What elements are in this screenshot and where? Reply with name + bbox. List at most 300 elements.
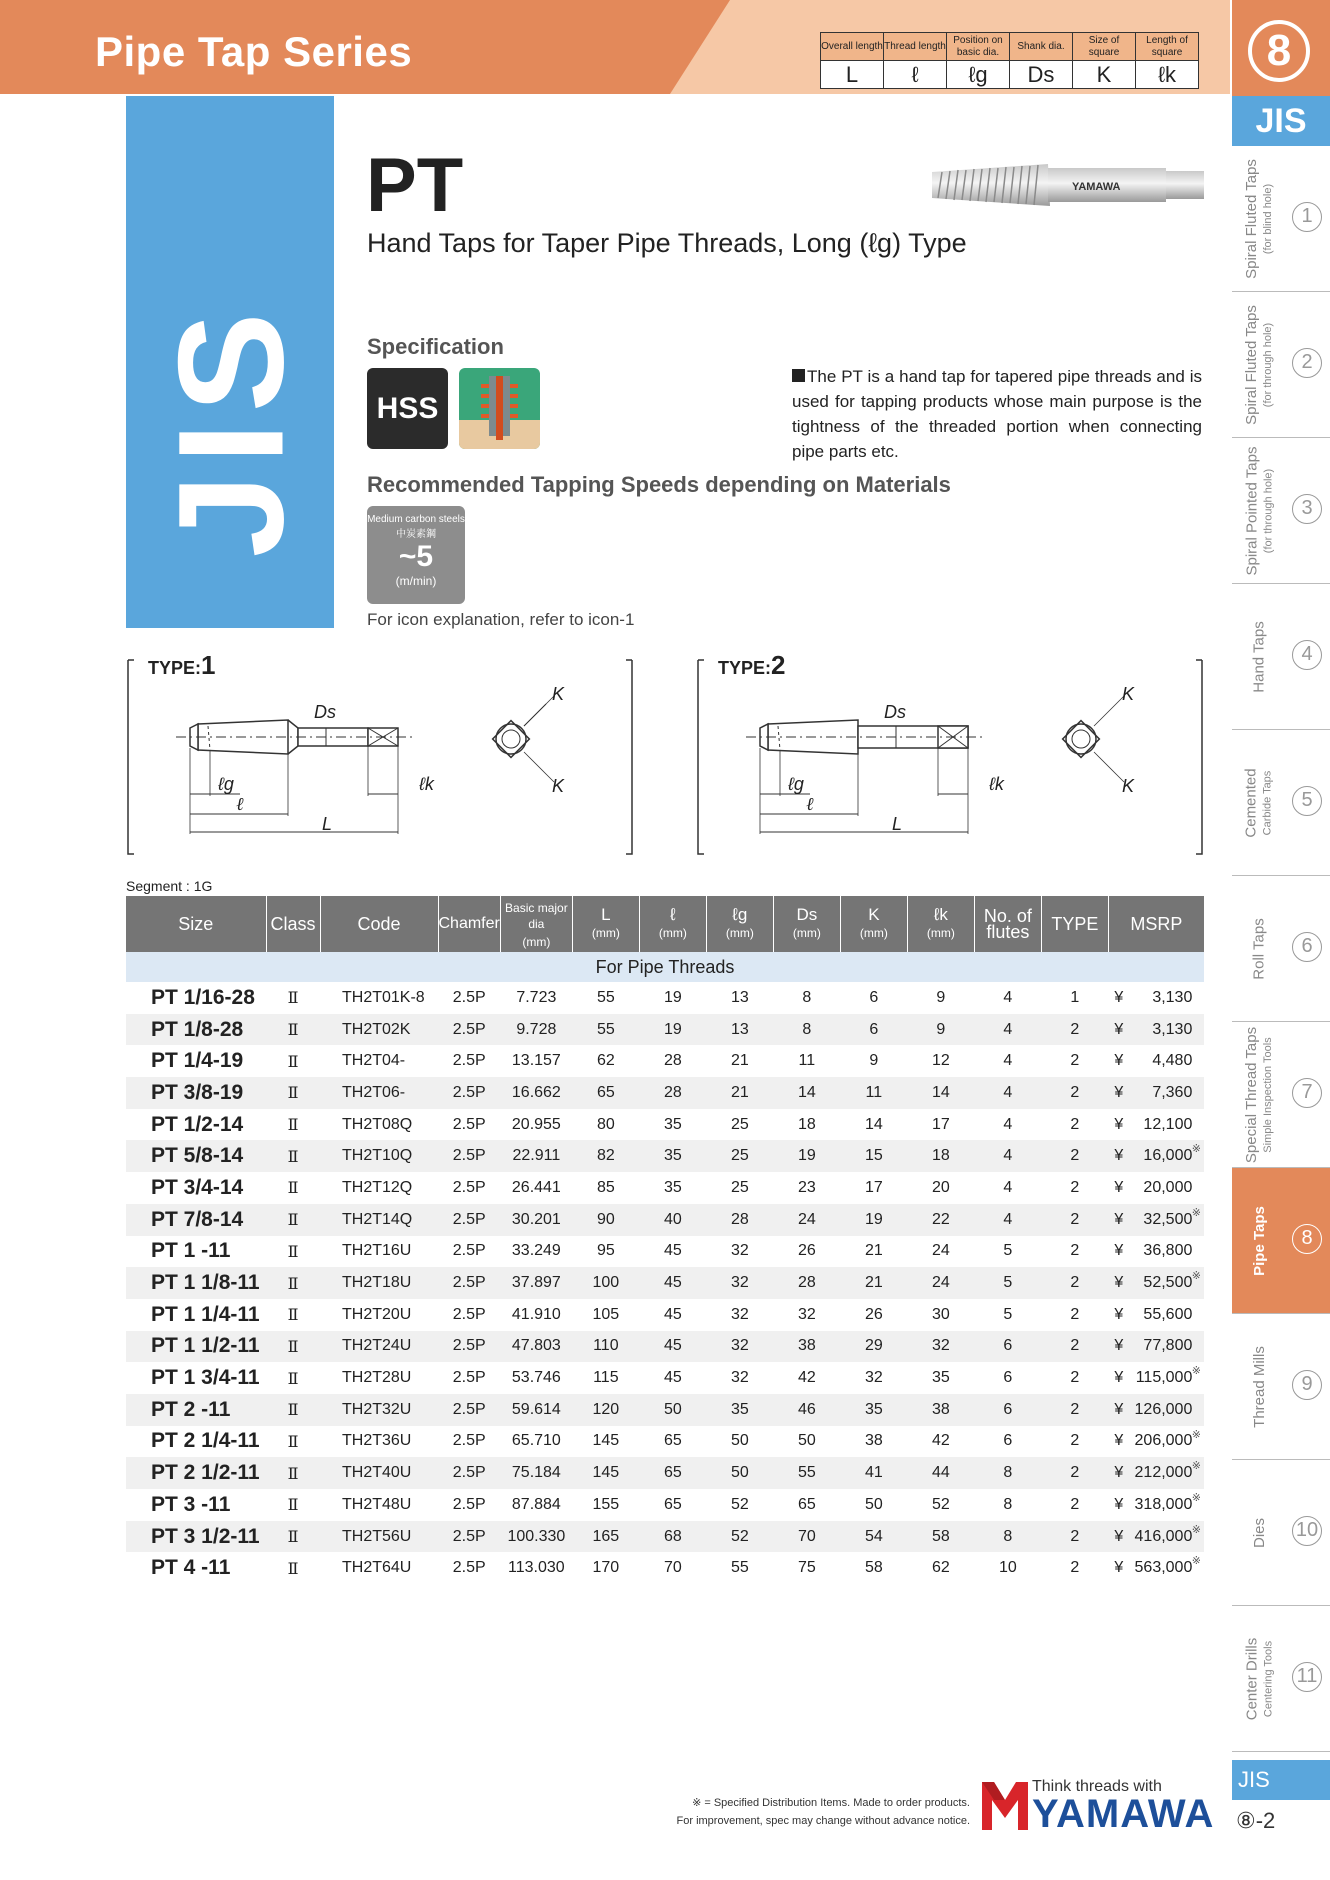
cell-ch: 2.5P: [452, 988, 486, 1006]
cell-lk: 32: [907, 1331, 974, 1363]
cell-code: TH2T16U: [342, 1242, 412, 1260]
cell-cls: Ⅱ: [266, 1457, 320, 1489]
chapter-tab-number: 11: [1292, 1662, 1322, 1692]
cell-fl: 4: [974, 1014, 1041, 1046]
cell-lk: 62: [931, 1559, 950, 1577]
made-to-order-mark: ※: [1191, 1206, 1201, 1219]
cell-cls: Ⅱ: [266, 1521, 320, 1553]
price: 115,000: [1135, 1369, 1193, 1387]
cell-L: 55: [596, 988, 615, 1006]
cell-K: 9: [869, 1052, 879, 1070]
cell-K: 14: [864, 1115, 883, 1133]
footer-jis-label: JIS: [1232, 1760, 1330, 1800]
cell-L: 90: [572, 1204, 639, 1236]
yen-sign: ¥: [1114, 1400, 1124, 1418]
made-to-order-mark: ※: [1191, 1270, 1201, 1283]
dim-K-bottom: K: [552, 776, 565, 796]
chapter-tab-6[interactable]: [1232, 876, 1330, 1022]
dim-l: ℓ: [806, 794, 814, 814]
chapter-tab-label: Spiral Fluted Taps (for through hole): [1243, 305, 1275, 425]
price: 12,100: [1143, 1115, 1193, 1133]
cell-L: 170: [592, 1559, 620, 1577]
cell-l: 40: [639, 1204, 706, 1236]
cell-dia: 26.441: [511, 1178, 561, 1196]
cell-code: TH2T18U: [320, 1267, 438, 1299]
cell-fl: 6: [974, 1331, 1041, 1363]
legend-head: Thread length: [884, 33, 947, 61]
cell-code: TH2T20U: [342, 1305, 412, 1323]
price: 7,360: [1152, 1083, 1193, 1101]
tap-image: [928, 158, 1208, 212]
cell-lk: 58: [907, 1521, 974, 1553]
cell-msrp: [1108, 1236, 1204, 1268]
cell-L: 115: [593, 1369, 619, 1387]
chapter-tab-11[interactable]: [1232, 1606, 1330, 1752]
dim-K-top: K: [1122, 684, 1135, 704]
cell-Ds: 38: [773, 1331, 840, 1363]
cell-l: 28: [639, 1077, 706, 1109]
table-header-row: [126, 896, 1204, 952]
cell-K: 11: [840, 1077, 907, 1109]
cell-K: 38: [864, 1432, 883, 1450]
cell-Ds: 75: [797, 1559, 816, 1577]
col-Ds: Ds (mm): [773, 896, 840, 952]
cell-ch: 2.5P: [438, 1394, 500, 1426]
cell-l: 65: [663, 1432, 682, 1450]
cell-lg: 52: [706, 1521, 773, 1553]
cell-dia: 113.030: [508, 1559, 565, 1577]
speed-value: ~5: [398, 540, 434, 573]
dim-lk: ℓk: [989, 774, 1004, 794]
cell-code: TH2T28U: [342, 1369, 412, 1387]
cell-msrp: [1108, 1457, 1204, 1489]
cell-msrp: [1108, 1014, 1204, 1046]
cell-l: 45: [663, 1242, 682, 1260]
cell-L: 62: [596, 1052, 615, 1070]
cell-ch: 2.5P: [452, 1305, 486, 1323]
cell-size: PT 3/4-14: [151, 1175, 244, 1199]
price: 55,600: [1143, 1305, 1193, 1323]
cell-msrp: [1108, 1045, 1204, 1077]
legend-symbol: L: [821, 61, 884, 89]
cell-cls: Ⅱ: [266, 1267, 320, 1299]
chapter-tab-5[interactable]: [1232, 730, 1330, 876]
cell-ch: 2.5P: [438, 1014, 500, 1046]
cell-ch: 2.5P: [452, 1369, 486, 1387]
cell-lg: 32: [730, 1305, 749, 1323]
cell-type: 2: [1070, 1559, 1080, 1577]
yen-sign: ¥: [1114, 1178, 1124, 1196]
cell-dia: 9.728: [500, 1014, 572, 1046]
dim-K-top: K: [552, 684, 565, 704]
yen-sign: ¥: [1114, 1559, 1124, 1577]
cell-size: PT 2 1/4-11: [151, 1429, 260, 1453]
chapter-tab-8[interactable]: [1232, 1168, 1330, 1314]
cell-size: PT 1 1/4-11: [151, 1302, 260, 1326]
cell-ch: 2.5P: [452, 1242, 486, 1260]
cell-cls: Ⅱ: [266, 1331, 320, 1363]
cell-msrp: [1108, 1521, 1204, 1553]
cell-fl: 4: [1003, 988, 1013, 1006]
chapter-tab-label: Center Drills Centering Tools: [1243, 1637, 1275, 1721]
cell-K: 58: [864, 1559, 883, 1577]
chapter-tab-number: 9: [1292, 1370, 1322, 1400]
cell-K: 50: [864, 1495, 883, 1513]
yen-sign: ¥: [1114, 1337, 1124, 1355]
cell-lg: 32: [706, 1267, 773, 1299]
cell-K: 21: [840, 1267, 907, 1299]
cell-msrp: [1108, 1267, 1204, 1299]
legend-symbol: ℓk: [1136, 61, 1199, 89]
chapter-tab-label: Hand Taps: [1251, 621, 1269, 693]
cell-type: 2: [1041, 1394, 1108, 1426]
cell-L: 95: [596, 1242, 615, 1260]
cell-K: 26: [864, 1305, 883, 1323]
cell-L: 82: [572, 1140, 639, 1172]
price: 3,130: [1152, 988, 1193, 1006]
cell-fl: 6: [1003, 1432, 1013, 1450]
cell-lg: 13: [730, 988, 749, 1006]
chapter-number: 8: [1248, 20, 1310, 82]
cell-size: PT 3/8-19: [126, 1077, 266, 1109]
cell-lk: 18: [907, 1140, 974, 1172]
cell-dia: 37.897: [500, 1267, 572, 1299]
col-K: K (mm): [840, 896, 907, 952]
cell-cls: Ⅱ: [287, 1051, 299, 1071]
chapter-tab-label: Dies: [1250, 1517, 1268, 1549]
table-row: [126, 1552, 1204, 1584]
cell-size: PT 1/16-28: [151, 985, 255, 1009]
legend-head: Overall length: [821, 33, 884, 61]
table-row: [126, 1426, 1204, 1458]
legend-head: Shank dia.: [1010, 33, 1073, 61]
cell-msrp: [1108, 1204, 1204, 1236]
table-group-row: [126, 952, 1204, 982]
cell-lg: 55: [730, 1559, 749, 1577]
chapter-tab-number: 6: [1292, 932, 1322, 962]
chapter-tabs: [1232, 0, 1330, 1880]
table-row: [126, 1140, 1204, 1172]
cell-dia: 47.803: [500, 1331, 572, 1363]
cell-lk: 24: [907, 1267, 974, 1299]
cell-code: TH2T40U: [320, 1457, 438, 1489]
cell-K: 32: [864, 1369, 883, 1387]
chapter-tab-number: 10: [1292, 1516, 1322, 1546]
yen-sign: ¥: [1114, 1495, 1124, 1513]
cell-type: 2: [1070, 1178, 1080, 1196]
cell-lk: 38: [907, 1394, 974, 1426]
table-row: [126, 1109, 1204, 1141]
legend-head: Size of square: [1073, 33, 1136, 61]
cell-msrp: [1108, 1489, 1204, 1521]
price: 212,000: [1134, 1464, 1193, 1482]
cell-ch: 2.5P: [438, 1267, 500, 1299]
cell-size: PT 1 3/4-11: [151, 1366, 260, 1390]
product-name: PT: [366, 143, 464, 228]
table-row: [126, 1489, 1204, 1521]
chapter-tab-label: Pipe Taps: [1251, 1206, 1268, 1276]
cell-type: 2: [1041, 1267, 1108, 1299]
yen-sign: ¥: [1114, 1432, 1124, 1450]
cell-ch: 2.5P: [438, 1457, 500, 1489]
cell-code: TH2T12Q: [342, 1178, 413, 1196]
made-to-order-mark: ※: [1191, 1523, 1201, 1536]
chapter-tab-3[interactable]: [1232, 438, 1330, 584]
cell-cls: Ⅱ: [287, 988, 299, 1008]
cell-type: 2: [1041, 1457, 1108, 1489]
table-row: [126, 1331, 1204, 1363]
table-row: [126, 1077, 1204, 1109]
cell-l: 19: [663, 988, 682, 1006]
made-to-order-mark: ※: [1191, 1492, 1201, 1504]
cell-dia: 65.710: [511, 1432, 561, 1450]
cell-fl: 10: [998, 1559, 1017, 1577]
cell-lg: 13: [706, 1014, 773, 1046]
cell-L: 120: [572, 1394, 639, 1426]
cell-ch: 2.5P: [452, 1495, 486, 1513]
cell-code: TH2T08Q: [342, 1115, 413, 1133]
dimension-legend: [820, 32, 1199, 89]
coating-icon: [459, 368, 540, 449]
dim-l: ℓ: [236, 794, 244, 814]
dim-L: L: [322, 814, 333, 834]
yen-sign: ¥: [1114, 1147, 1124, 1165]
cell-msrp: [1108, 1394, 1204, 1426]
price: 20,000: [1143, 1178, 1193, 1196]
cell-Ds: 46: [773, 1394, 840, 1426]
table-row: [126, 1299, 1204, 1331]
table-row: [126, 1457, 1204, 1489]
cell-l: 45: [639, 1267, 706, 1299]
cell-ch: 2.5P: [452, 1052, 486, 1070]
cell-l: 70: [663, 1559, 682, 1577]
cell-fl: 4: [1003, 1052, 1013, 1070]
cell-cls: Ⅱ: [287, 1178, 299, 1198]
cell-lg: 25: [730, 1115, 749, 1133]
product-subtitle: Hand Taps for Taper Pipe Threads, Long (ℓg) Type: [367, 228, 967, 258]
yen-sign: ¥: [1114, 988, 1124, 1006]
chapter-tab-7[interactable]: [1232, 1022, 1330, 1168]
cell-L: 110: [572, 1331, 639, 1363]
cell-K: 41: [840, 1457, 907, 1489]
chapter-tab-label: Thread Mills: [1251, 1346, 1268, 1428]
price: 126,000: [1134, 1400, 1193, 1418]
col-flutes: No. of flutes: [974, 896, 1041, 952]
cell-L: 155: [592, 1495, 620, 1513]
chapter-tab-9[interactable]: [1232, 1314, 1330, 1460]
cell-msrp: [1108, 1077, 1204, 1109]
legend-symbol: Ds: [1010, 61, 1073, 89]
cell-Ds: 24: [773, 1204, 840, 1236]
cell-size: PT 3 1/2-11: [126, 1521, 266, 1553]
segment-label: Segment : 1G: [126, 878, 213, 894]
cell-msrp: [1108, 1426, 1204, 1458]
cell-lk: 12: [931, 1052, 950, 1070]
cell-L: 55: [572, 1014, 639, 1046]
table-row: [126, 1172, 1204, 1204]
price: 206,000: [1134, 1432, 1193, 1450]
cell-fl: 5: [1003, 1305, 1013, 1323]
cell-L: 100: [572, 1267, 639, 1299]
cell-lk: 35: [931, 1369, 950, 1387]
legend-head: Position on basic dia.: [947, 33, 1010, 61]
cell-code: TH2T04-: [342, 1052, 406, 1070]
table-row: [126, 1362, 1204, 1394]
cell-cls: Ⅱ: [266, 1014, 320, 1046]
cell-msrp: [1108, 1331, 1204, 1363]
cell-dia: 7.723: [516, 988, 557, 1006]
cell-type: 2: [1070, 1432, 1080, 1450]
cell-lk: 30: [931, 1305, 950, 1323]
cell-ch: 2.5P: [452, 1178, 486, 1196]
cell-l: 68: [639, 1521, 706, 1553]
cell-cls: Ⅱ: [266, 1077, 320, 1109]
cell-cls: Ⅱ: [287, 1241, 299, 1261]
col-l: ℓ (mm): [639, 896, 706, 952]
legend-head: Length of square: [1136, 33, 1199, 61]
cell-type: 2: [1070, 1115, 1080, 1133]
yen-sign: ¥: [1114, 1527, 1124, 1545]
type1-label: TYPE:1: [144, 650, 219, 681]
cell-l: 35: [663, 1178, 682, 1196]
price: 16,000: [1143, 1147, 1193, 1165]
cell-lk: 9: [907, 1014, 974, 1046]
product-description: The PT is a hand tap for tapered pipe threads and is used for tapping products whose main purpose is the tightness of the threaded portion when connecting pipe parts etc.: [792, 367, 1202, 461]
table-row: [126, 1267, 1204, 1299]
cell-Ds: 50: [797, 1432, 816, 1450]
cell-l: 50: [639, 1394, 706, 1426]
col-lg: ℓg (mm): [706, 896, 773, 952]
cell-l: 45: [639, 1331, 706, 1363]
cell-Ds: 28: [773, 1267, 840, 1299]
jis-band: [126, 96, 334, 628]
cell-ch: 2.5P: [452, 1115, 486, 1133]
yamawa-logo: [980, 1778, 1215, 1836]
dim-lg: ℓg: [788, 774, 804, 794]
price: 52,500: [1143, 1274, 1193, 1292]
col-basic-dia: Basic major dia (mm): [500, 896, 572, 952]
speed-material: Medium carbon steels: [367, 514, 465, 525]
cell-type: 2: [1070, 1369, 1080, 1387]
cell-cls: Ⅱ: [287, 1305, 299, 1325]
cell-code: TH2T06-: [320, 1077, 438, 1109]
chapter-tab-label: Cemented Carbide Taps: [1243, 768, 1274, 838]
cell-msrp: [1108, 1172, 1204, 1204]
chapter-tab-10[interactable]: [1232, 1460, 1330, 1606]
cell-L: 105: [592, 1305, 620, 1323]
cell-K: 6: [840, 1014, 907, 1046]
cell-l: 35: [639, 1140, 706, 1172]
cell-lg: 32: [706, 1331, 773, 1363]
yen-sign: ¥: [1114, 1464, 1124, 1482]
cell-Ds: 23: [797, 1178, 816, 1196]
cell-dia: 20.955: [511, 1115, 561, 1133]
cell-ch: 2.5P: [452, 1432, 486, 1450]
cell-lg: 35: [706, 1394, 773, 1426]
speed-icon: [367, 506, 465, 604]
cell-lg: 32: [730, 1242, 749, 1260]
type2-diagram: [696, 650, 1204, 860]
speed-material-jp: 中炭素鋼: [396, 529, 436, 540]
cell-msrp: [1108, 1552, 1204, 1584]
cell-code: TH2T02K: [320, 1014, 438, 1046]
cell-dia: 16.662: [500, 1077, 572, 1109]
cell-fl: 4: [974, 1077, 1041, 1109]
cell-dia: 13.157: [511, 1052, 561, 1070]
cell-cls: Ⅱ: [266, 1204, 320, 1236]
cell-dia: 22.911: [500, 1140, 572, 1172]
cell-type: 2: [1070, 1495, 1080, 1513]
dim-lk: ℓk: [419, 774, 434, 794]
cell-type: 2: [1041, 1014, 1108, 1046]
cell-lk: 42: [931, 1432, 950, 1450]
type2-label: TYPE:2: [714, 650, 789, 681]
made-to-order-mark: ※: [1191, 1365, 1201, 1378]
tap-brand-text: YAMAWA: [1072, 181, 1121, 193]
cell-size: PT 1 -11: [151, 1239, 231, 1263]
chapter-tab-2[interactable]: [1232, 292, 1330, 438]
table-row: [126, 1394, 1204, 1426]
cell-ch: 2.5P: [438, 1140, 500, 1172]
footnote-line-1: ※ = Specified Distribution Items. Made to order products.: [692, 1797, 970, 1809]
cell-lk: 22: [907, 1204, 974, 1236]
cell-L: 145: [572, 1457, 639, 1489]
chapter-tab-1[interactable]: [1232, 146, 1330, 292]
price: 3,130: [1152, 1020, 1193, 1038]
cell-K: 6: [869, 988, 879, 1006]
cell-size: PT 1/2-14: [151, 1112, 244, 1136]
cell-Ds: 14: [773, 1077, 840, 1109]
yen-sign: ¥: [1114, 1210, 1124, 1228]
cell-lg: 28: [706, 1204, 773, 1236]
cell-code: TH2T48U: [342, 1495, 412, 1513]
yen-sign: ¥: [1114, 1020, 1124, 1038]
cell-lg: 50: [730, 1432, 749, 1450]
cell-dia: 53.746: [511, 1369, 561, 1387]
cell-code: TH2T14Q: [320, 1204, 438, 1236]
cell-type: 2: [1070, 1305, 1080, 1323]
cell-msrp: [1108, 982, 1204, 1014]
chapter-tab-label: Roll Taps: [1251, 918, 1269, 980]
cell-type: 2: [1070, 1242, 1080, 1260]
cell-cls: Ⅱ: [287, 1431, 299, 1451]
cell-fl: 4: [974, 1204, 1041, 1236]
chapter-tab-4[interactable]: [1232, 584, 1330, 730]
jis-band-text: JIS: [146, 302, 315, 558]
price: 4,480: [1152, 1052, 1193, 1070]
table-row: [126, 1014, 1204, 1046]
col-type: TYPE: [1041, 896, 1108, 952]
cell-code: TH2T01K-8: [342, 988, 425, 1006]
cell-lg: 21: [706, 1077, 773, 1109]
cell-Ds: 32: [797, 1305, 816, 1323]
group-label: For Pipe Threads: [126, 952, 1204, 982]
cell-code: TH2T36U: [342, 1432, 412, 1450]
cell-L: 80: [596, 1115, 615, 1133]
chapter-tab-number: 3: [1292, 494, 1322, 524]
cell-size: PT 1/4-19: [151, 1049, 244, 1073]
cell-size: PT 1 1/8-11: [126, 1267, 266, 1299]
cell-lk: 20: [931, 1178, 950, 1196]
made-to-order-mark: ※: [1191, 1428, 1201, 1441]
cell-dia: 33.249: [511, 1242, 561, 1260]
cell-msrp: [1108, 1109, 1204, 1141]
cell-Ds: 8: [773, 1014, 840, 1046]
cell-Ds: 26: [797, 1242, 816, 1260]
cell-K: 54: [840, 1521, 907, 1553]
yen-sign: ¥: [1114, 1305, 1124, 1323]
cell-K: 15: [840, 1140, 907, 1172]
